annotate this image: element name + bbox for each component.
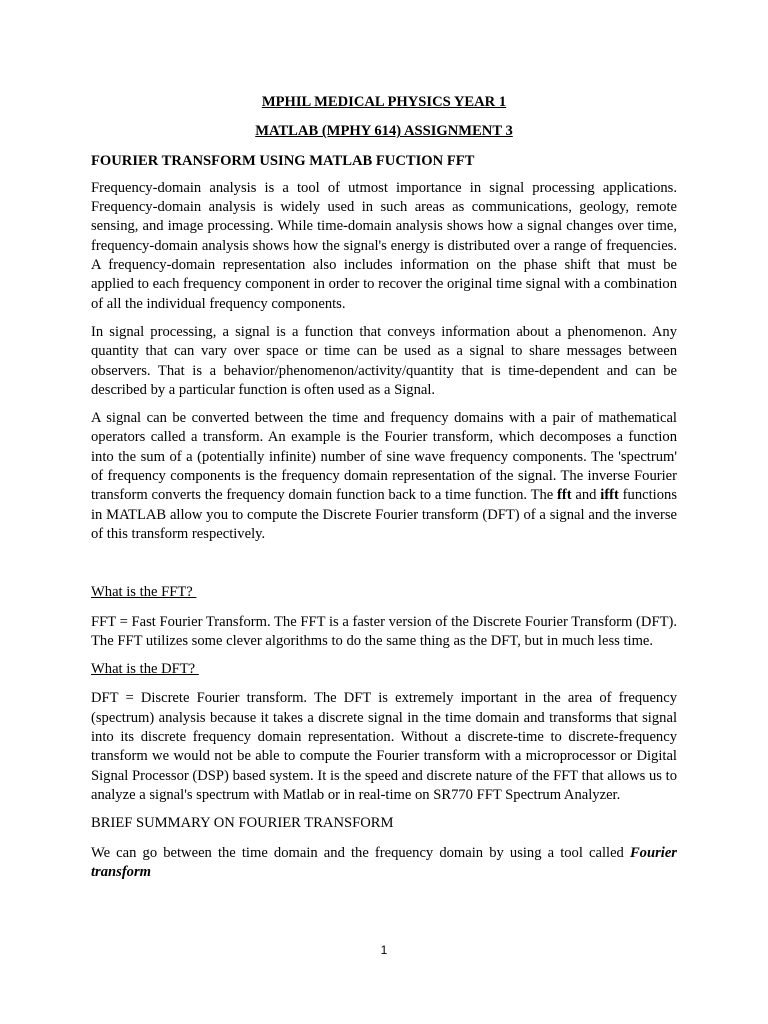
summary-paragraph <box>91 844 677 883</box>
paragraph-transform <box>91 409 677 544</box>
dft-definition: DFT = Discrete Fourier transform. The DFT is extremely important in the area of frequency (spectrum) analysis because it takes a discrete signal in the time domain and transforms that signal into its discrete frequency domain representation. Without a discrete-time to discrete-frequency transform we would not be able to compute the Fourier transform with a microprocessor or Digital Signal Processor (DSP) based system. It is the speed and discrete nature of the FFT that allows us to analyze a signal's spectrum with Matlab or in real-time on SR770 FFT Spectrum Analyzer. <box>91 690 677 803</box>
fft-keyword: fft <box>557 487 572 504</box>
document-title-line-2: MATLAB (MPHY 614) ASSIGNMENT 3 <box>255 123 513 140</box>
paragraph-signal-processing: In signal processing, a signal is a function that conveys information about a phenomenon. Any quantity that can vary over space or time can be used as a signal to share messages between observers. That is a behavior/phenomenon/activity/quantity that is time-dependent and can be described by a particular function is often used as a Signal. <box>91 323 677 398</box>
blank-line-spacer <box>91 553 677 583</box>
fft-definition: FFT = Fast Fourier Transform. The FFT is a faster version of the Discrete Fourier Transform (DFT). The FFT utilizes some clever algorithms to do the same thing as the DFT, but in much less time. <box>91 613 677 649</box>
paragraph-transform-text-1: A signal can be converted between the time and frequency domains with a pair of mathematical operators called a transform. An example is the Fourier transform, which decomposes a function into the sum of a (potentially infinite) number of sine wave frequency components. The 'spectrum' of frequency components is the frequency domain representation of the signal. The inverse Fourier transform converts the frequency domain function back to a time function. The <box>91 410 677 504</box>
fft-heading: What is the FFT? <box>91 584 197 601</box>
paragraph-transform-text-2: functions in MATLAB allow you to compute the Discrete Fourier transform (DFT) of a signal and the inverse of this transform respectively. <box>91 487 677 542</box>
document-title-line-1: MPHIL MEDICAL PHYSICS YEAR 1 <box>261 94 507 110</box>
paragraph-transform-and: and <box>571 487 601 504</box>
paragraph-frequency-domain: Frequency-domain analysis is a tool of utmost importance in signal processing applications. Frequency-domain analysis is widely used in such areas as communications, geology, remote sensing, and image processing. While time-domain analysis shows how a signal changes over time, frequency-domain analysis shows how the signal's energy is distributed over a range of frequencies. A frequency-domain representation also includes information on the phase shift that must be applied to each frequency component in order to recover the original time signal with a combination of all the individual frequency components. <box>91 179 677 312</box>
summary-heading: BRIEF SUMMARY ON FOURIER TRANSFORM <box>91 815 394 832</box>
dft-heading: What is the DFT? <box>91 661 199 678</box>
summary-text: We can go between the time domain and the frequency domain by using a tool called <box>91 844 630 861</box>
document-body <box>91 93 677 891</box>
fourier-transform-emphasis: Fourier transform <box>91 844 677 880</box>
section-title: FOURIER TRANSFORM USING MATLAB FUCTION FFT <box>91 152 475 169</box>
page-number: 1 <box>380 943 388 957</box>
ifft-keyword: ifft <box>600 487 619 504</box>
